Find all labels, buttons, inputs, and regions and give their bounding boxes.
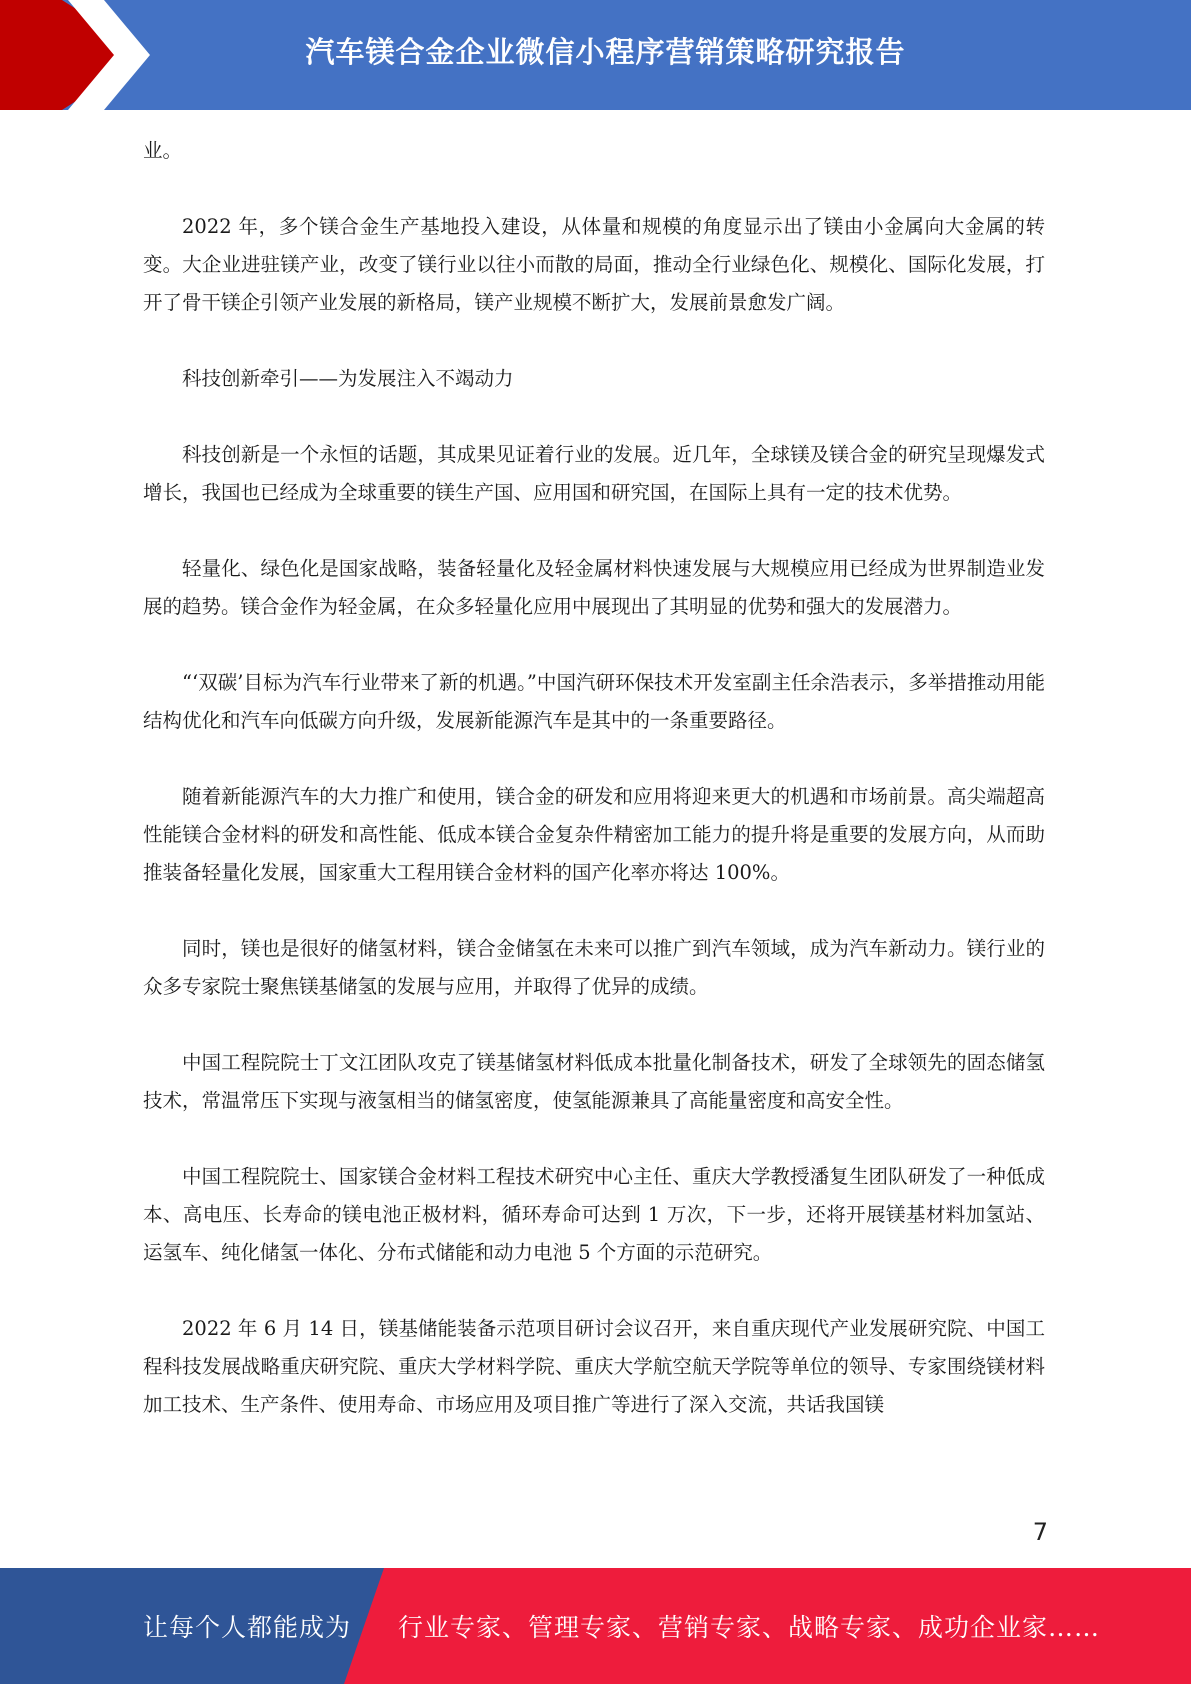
paragraph: “‘双碳’目标为汽车行业带来了新的机遇。”中国汽研环保技术开发室副主任余浩表示，多举措推动用能结构优化和汽车向低碳方向升级，发展新能源汽车是其中的一条重要路径。 (143, 671, 1045, 732)
page-footer (0, 1568, 1191, 1684)
footer-slogan-left: 让每个人都能成为 (143, 1613, 352, 1642)
article-body (143, 132, 1045, 1462)
paragraph: 2022 年 6 月 14 日，镁基储能装备示范项目研讨会议召开，来自重庆现代产业发展研究院、中国工程科技发展战略重庆研究院、重庆大学材料学院、重庆大学航空航天学院等单位的领导、专家围绕镁材料加工技术、生产条件、使用寿命、市场应用及项目推广等进行了深入交流，共话我国镁 (143, 1317, 1045, 1416)
footer-slogan-right: 行业专家、管理专家、营销专家、战略专家、成功企业家…… (398, 1613, 1101, 1642)
paragraph: 科技创新是一个永恒的话题，其成果见证着行业的发展。近几年，全球镁及镁合金的研究呈现爆发式增长，我国也已经成为全球重要的镁生产国、应用国和研究国，在国际上具有一定的技术优势。 (143, 443, 1045, 504)
report-title: 汽车镁合金企业微信小程序营销策略研究报告 (305, 34, 906, 69)
page-header (0, 0, 1191, 110)
paragraph: 中国工程院院士、国家镁合金材料工程技术研究中心主任、重庆大学教授潘复生团队研发了一种低成本、高电压、长寿命的镁电池正极材料，循环寿命可达到 1 万次，下一步，还将开展镁基材料加氢站、运氢车、纯化储氢一体化、分布式储能和动力电池 5 个方面的示范研究。 (143, 1165, 1045, 1264)
paragraph: 随着新能源汽车的大力推广和使用，镁合金的研发和应用将迎来更大的机遇和市场前景。高尖端超高性能镁合金材料的研发和高性能、低成本镁合金复杂件精密加工能力的提升将是重要的发展方向，从而助推装备轻量化发展，国家重大工程用镁合金材料的国产化率亦将达 100%。 (143, 785, 1045, 884)
paragraph-continuation: 业。 (143, 139, 183, 162)
section-heading: 科技创新牵引——为发展注入不竭动力 (182, 367, 514, 390)
page-number: 7 (1032, 1518, 1048, 1546)
paragraph: 同时，镁也是很好的储氢材料，镁合金储氢在未来可以推广到汽车领域，成为汽车新动力。镁行业的众多专家院士聚焦镁基储氢的发展与应用，并取得了优异的成绩。 (143, 937, 1045, 998)
paragraph: 2022 年，多个镁合金生产基地投入建设，从体量和规模的角度显示出了镁由小金属向大金属的转变。大企业进驻镁产业，改变了镁行业以往小而散的局面，推动全行业绿色化、规模化、国际化发展，打开了骨干镁企引领产业发展的新格局，镁产业规模不断扩大，发展前景愈发广阔。 (143, 215, 1045, 314)
paragraph: 轻量化、绿色化是国家战略，装备轻量化及轻金属材料快速发展与大规模应用已经成为世界制造业发展的趋势。镁合金作为轻金属，在众多轻量化应用中展现出了其明显的优势和强大的发展潜力。 (143, 557, 1045, 618)
paragraph: 中国工程院院士丁文江团队攻克了镁基储氢材料低成本批量化制备技术，研发了全球领先的固态储氢技术，常温常压下实现与液氢相当的储氢密度，使氢能源兼具了高能量密度和高安全性。 (143, 1051, 1045, 1112)
